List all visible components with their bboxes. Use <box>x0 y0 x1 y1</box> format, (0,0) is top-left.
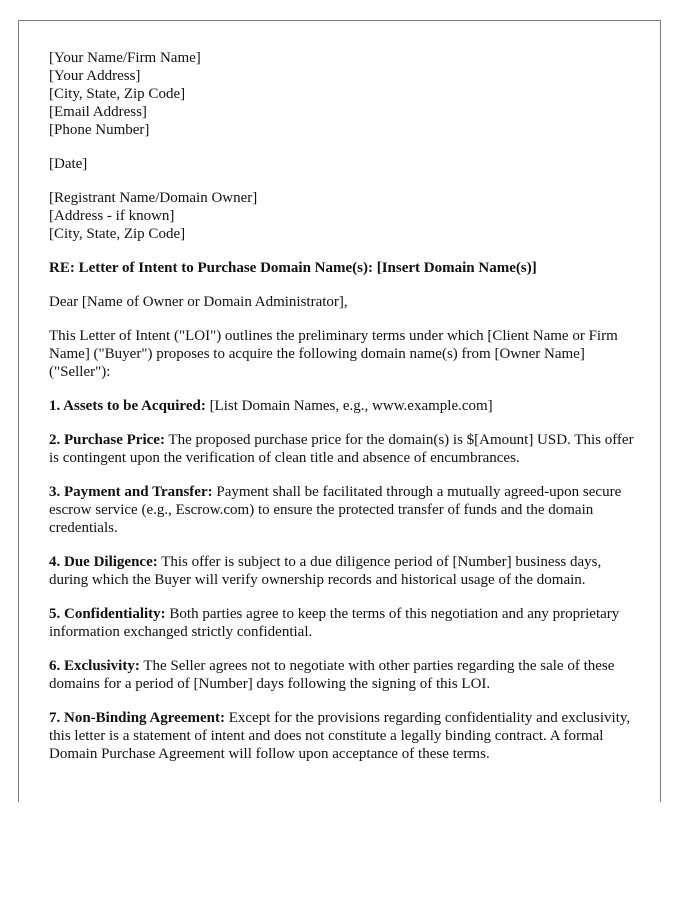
section-purchase-price <box>49 431 639 467</box>
section-text: [List Domain Names, e.g., www.example.com] <box>205 398 493 414</box>
section-heading: 1. Assets to be Acquired: <box>49 398 206 414</box>
sender-block <box>49 49 639 139</box>
section-heading: 3. Payment and Transfer: <box>49 484 213 500</box>
section-heading: 6. Exclusivity: <box>49 658 140 674</box>
intro-paragraph: This Letter of Intent ("LOI") outlines the preliminary terms under which [Client Name or Firm Name] ("Buyer") proposes to acquire the following domain name(s) from [Owner Name] ("Seller"): <box>49 328 618 380</box>
recipient-address: [Address - if known] <box>49 208 175 224</box>
letter-content <box>49 49 639 779</box>
salutation: Dear [Name of Owner or Domain Administrator], <box>49 294 348 310</box>
section-heading: 7. Non-Binding Agreement: <box>49 710 225 726</box>
section-payment-transfer <box>49 483 639 537</box>
sender-address: [Your Address] <box>49 68 141 84</box>
sender-phone: [Phone Number] <box>49 122 150 138</box>
section-text: Both parties agree to keep the terms of this negotiation and any proprietary information exchanged strictly confidential. <box>49 606 620 640</box>
section-assets <box>49 397 639 415</box>
sender-email: [Email Address] <box>49 104 147 120</box>
letter-page <box>18 20 661 802</box>
letter-date: [Date] <box>49 156 88 172</box>
section-text: Except for the provisions regarding confidentiality and exclusivity, this letter is a statement of intent and does not constitute a legally binding contract. A formal Domain Purchase Agreement will follow upon acceptance of these terms. <box>49 710 631 762</box>
recipient-city: [City, State, Zip Code] <box>49 226 186 242</box>
section-due-diligence <box>49 553 639 589</box>
recipient-name: [Registrant Name/Domain Owner] <box>49 190 258 206</box>
date-block <box>49 155 639 173</box>
section-heading: 5. Confidentiality: <box>49 606 166 622</box>
recipient-block <box>49 189 639 243</box>
section-heading: 2. Purchase Price: <box>49 432 165 448</box>
section-exclusivity <box>49 657 639 693</box>
section-non-binding <box>49 709 639 763</box>
sender-name: [Your Name/Firm Name] <box>49 50 201 66</box>
sender-city: [City, State, Zip Code] <box>49 86 186 102</box>
section-heading: 4. Due Diligence: <box>49 554 158 570</box>
section-text: The proposed purchase price for the domain(s) is $[Amount] USD. This offer is contingent upon the verification of clean title and absence of encumbrances. <box>49 432 634 466</box>
section-confidentiality <box>49 605 639 641</box>
subject-text: RE: Letter of Intent to Purchase Domain Name(s): [Insert Domain Name(s)] <box>49 260 537 276</box>
section-text: This offer is subject to a due diligence period of [Number] business days, during which the Buyer will verify ownership records and historical usage of the domain. <box>49 554 602 588</box>
section-text: The Seller agrees not to negotiate with other parties regarding the sale of these domains for a period of [Number] days following the signing of this LOI. <box>49 658 615 692</box>
subject-line <box>49 259 639 277</box>
section-text: Payment shall be facilitated through a mutually agreed-upon secure escrow service (e.g., Escrow.com) to ensure the protected transfer of funds and the domain credentials. <box>49 484 622 536</box>
